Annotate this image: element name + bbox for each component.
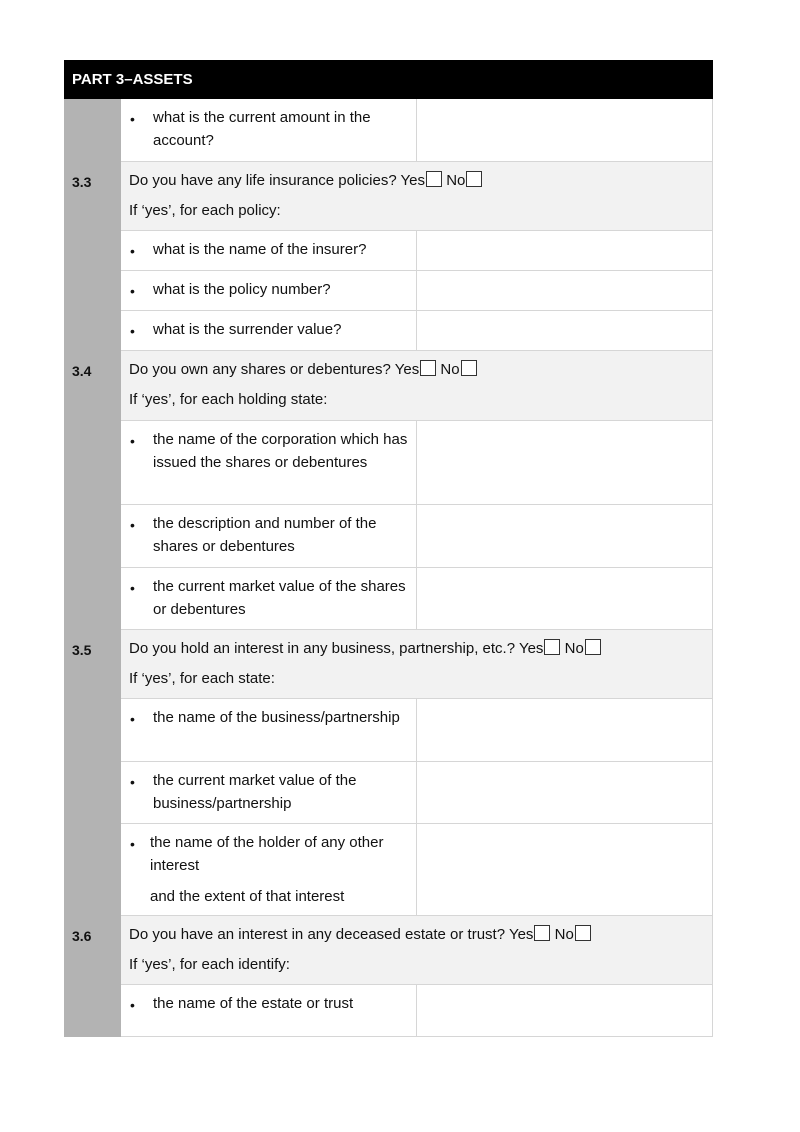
answer-row (121, 271, 713, 311)
item-label: • the name of the estate or trust (121, 985, 417, 1036)
yes-checkbox[interactable] (534, 925, 550, 941)
answer-row (121, 568, 713, 630)
answer-field[interactable] (417, 231, 713, 270)
answer-field[interactable] (417, 762, 713, 823)
answer-field[interactable] (417, 311, 713, 350)
question-text: Do you have an interest in any deceased estate or trust? Yes (129, 926, 534, 943)
item-label: • the name of the corporation which has issued the shares or debentures (121, 421, 417, 504)
section-number-cell (64, 421, 121, 505)
no-checkbox[interactable] (466, 171, 482, 187)
answer-field[interactable] (417, 505, 713, 567)
question-text: Do you have any life insurance policies? Yes (129, 172, 426, 189)
question-cell (121, 630, 713, 699)
answer-field[interactable] (417, 99, 713, 161)
section-number: 3.6 (64, 916, 121, 985)
bullet-icon: • (130, 111, 135, 127)
section-number-cell (64, 985, 121, 1037)
question-cell (121, 162, 713, 231)
answer-row (121, 231, 713, 271)
item-label: • what is the current amount in the account? (121, 99, 417, 161)
answer-field[interactable] (417, 421, 713, 504)
bullet-icon: • (130, 997, 135, 1013)
bullet-icon: • (130, 711, 135, 727)
item-label: • the description and number of the shares or debentures (121, 505, 417, 567)
bullet-icon: • (130, 774, 135, 790)
no-checkbox[interactable] (575, 925, 591, 941)
answer-field[interactable] (417, 699, 713, 761)
bullet-icon: • (130, 433, 135, 449)
part-header: PART 3–ASSETS (64, 60, 713, 99)
no-label: No (446, 172, 466, 189)
bullet-icon: • (130, 323, 135, 339)
item-label: • the current market value of the shares or debentures (121, 568, 417, 629)
answer-row (121, 421, 713, 505)
item-label (121, 824, 417, 915)
bullet-icon: • (130, 580, 135, 596)
section-number-cell (64, 568, 121, 630)
item-label: • what is the policy number? (121, 271, 417, 310)
answer-field[interactable] (417, 985, 713, 1036)
no-label: No (564, 640, 584, 657)
question-text: Do you hold an interest in any business, partnership, etc.? Yes (129, 640, 544, 657)
answer-row (121, 985, 713, 1037)
bullet-icon: • (130, 836, 135, 852)
no-label: No (440, 361, 460, 378)
answer-field[interactable] (417, 824, 713, 915)
section-number-cell (64, 311, 121, 351)
yes-checkbox[interactable] (420, 360, 436, 376)
question-cell (121, 916, 713, 985)
followup-text: If ‘yes’, for each holding state: (129, 391, 328, 408)
bullet-icon: • (130, 517, 135, 533)
other-interest-extent: and the extent of that interest (150, 888, 345, 905)
section-number: 3.5 (64, 630, 121, 699)
assets-form (64, 60, 713, 1037)
answer-row (121, 99, 713, 162)
answer-field[interactable] (417, 271, 713, 310)
section-number-cell (64, 271, 121, 311)
section-number-cell (64, 231, 121, 271)
section-number-cell (64, 699, 121, 762)
item-label: • what is the name of the insurer? (121, 231, 417, 270)
yes-checkbox[interactable] (426, 171, 442, 187)
answer-row (121, 699, 713, 762)
followup-text: If ‘yes’, for each policy: (129, 202, 281, 219)
section-number-cell (64, 762, 121, 824)
section-number-cell (64, 824, 121, 916)
item-label: • the current market value of the business/partnership (121, 762, 417, 823)
section-number: 3.3 (64, 162, 121, 231)
other-interest-text: the name of the holder of any other interest (150, 834, 384, 874)
item-label: • the name of the business/partnership (121, 699, 417, 761)
bullet-icon: • (130, 283, 135, 299)
bullet-icon: • (130, 243, 135, 259)
section-number-cell (64, 505, 121, 568)
question-cell (121, 351, 713, 421)
section-number-cell (64, 99, 121, 162)
no-checkbox[interactable] (585, 639, 601, 655)
item-label: • what is the surrender value? (121, 311, 417, 350)
followup-text: If ‘yes’, for each state: (129, 670, 275, 687)
answer-row (121, 824, 713, 916)
section-number: 3.4 (64, 351, 121, 421)
answer-row (121, 311, 713, 351)
yes-checkbox[interactable] (544, 639, 560, 655)
answer-row (121, 505, 713, 568)
question-text: Do you own any shares or debentures? Yes (129, 361, 420, 378)
no-checkbox[interactable] (461, 360, 477, 376)
followup-text: If ‘yes’, for each identify: (129, 956, 290, 973)
answer-field[interactable] (417, 568, 713, 629)
answer-row (121, 762, 713, 824)
no-label: No (554, 926, 574, 943)
